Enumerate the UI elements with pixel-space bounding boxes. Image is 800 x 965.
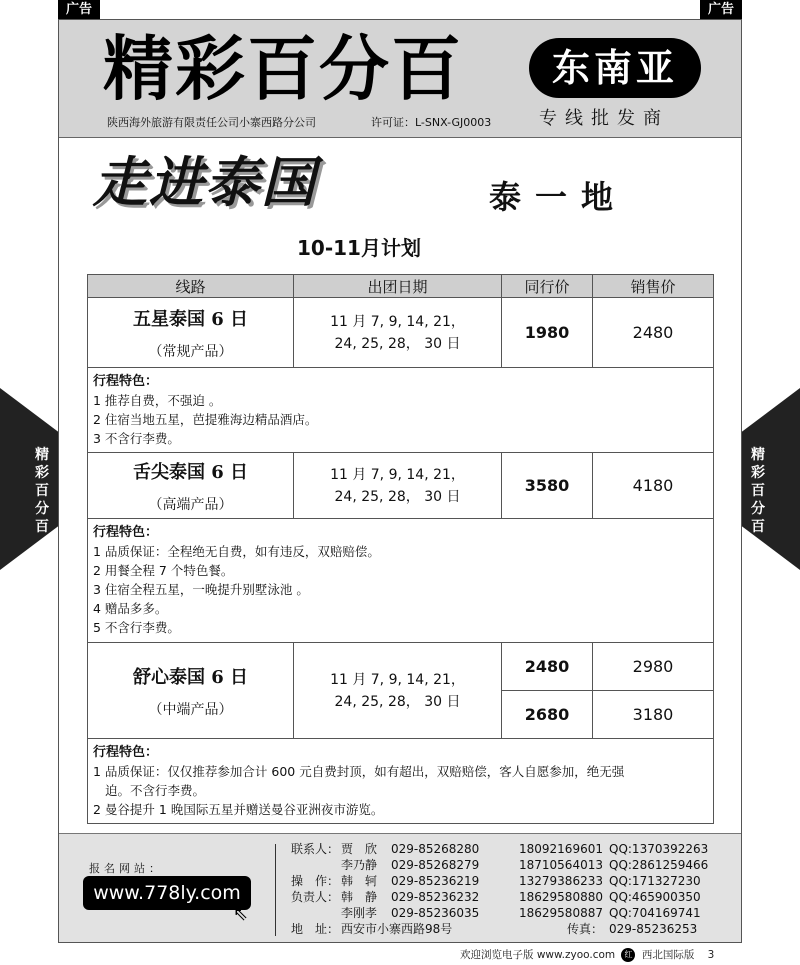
cursor-icon: ⇖ xyxy=(233,904,249,925)
header-retail-price: 销售价 xyxy=(593,275,714,298)
divider xyxy=(275,844,276,936)
region-badge: 东南亚 xyxy=(529,38,701,98)
contact-qq: QQ:704169741 xyxy=(609,906,701,920)
side-char: 精 xyxy=(751,447,765,463)
ad-frame xyxy=(58,19,742,943)
contact-name: 韩 静 xyxy=(341,890,378,904)
contact-mobile: 18629580880 xyxy=(519,890,603,904)
contact-phone: 029-85236232 xyxy=(391,890,480,904)
contact-phone: 029-85268280 xyxy=(391,842,480,856)
peer-price: 2680 xyxy=(502,691,593,739)
contact-label: 负责人： xyxy=(291,890,340,904)
website-link[interactable]: www.778ly.com xyxy=(83,876,251,910)
feature-item: 1 品质保证：全程绝无自费，如有违反，双赔赔偿。 xyxy=(93,544,380,559)
dates-cell xyxy=(294,453,502,519)
features-row xyxy=(88,368,714,453)
table-row xyxy=(88,298,714,368)
feature-item: 2 曼谷提升 1 晚国际五星并赠送曼谷亚洲夜市游览。 xyxy=(93,802,384,817)
contact-mobile: 18092169601 xyxy=(519,842,603,856)
side-char: 精 xyxy=(35,447,49,463)
contact-phone: 029-85236219 xyxy=(391,874,480,888)
contact-name: 李刚孝 xyxy=(341,906,378,920)
retail-price: 2980 xyxy=(593,643,714,691)
contact-label: 操 作： xyxy=(291,874,340,888)
contact-name: 李乃静 xyxy=(341,858,378,872)
route-type: （常规产品） xyxy=(148,343,233,360)
dates-line: 11 月 7, 9, 14, 21， xyxy=(330,313,465,330)
retail-price: 2480 xyxy=(593,298,714,368)
company-name: 陕西海外旅游有限责任公司小寨西路分公司 xyxy=(107,116,316,129)
header xyxy=(59,20,741,138)
header-route: 线路 xyxy=(88,275,294,298)
dates-line: 24, 25, 28， 30 日 xyxy=(334,488,461,505)
contact-name: 贾 欣 xyxy=(341,842,378,856)
route-cell xyxy=(88,298,294,368)
route-name: 舌尖泰国 6 日 xyxy=(132,461,249,483)
feature-item: 3 不含行李费。 xyxy=(93,431,180,446)
dates-cell xyxy=(294,298,502,368)
side-char: 百 xyxy=(35,483,49,499)
feature-item: 1 品质保证：仅仅推荐参加合计 600 元自费封顶，如有超出，双赔赔偿，客人自愿参加，绝无强 xyxy=(93,764,625,779)
dates-cell xyxy=(294,643,502,739)
peer-price: 3580 xyxy=(502,453,593,519)
header-peer-price: 同行价 xyxy=(502,275,593,298)
side-text-left xyxy=(30,446,54,536)
contact-panel xyxy=(59,833,741,942)
features-heading: 行程特色： xyxy=(93,745,159,760)
contact-phone: 029-85268279 xyxy=(391,858,480,872)
features-cell xyxy=(88,739,714,824)
ad-tag-right: 广告 xyxy=(700,0,742,19)
side-char: 分 xyxy=(751,501,765,517)
side-text-right xyxy=(746,446,770,536)
features-heading: 行程特色： xyxy=(93,525,159,540)
wholesale-label: 专线批发商 xyxy=(539,108,669,129)
feature-item: 3 住宿全程五星，一晚提升别墅泳池 。 xyxy=(93,582,309,597)
side-char: 分 xyxy=(35,501,49,517)
dates-line: 24, 25, 28， 30 日 xyxy=(334,693,461,710)
address: 西安市小寨西路98号 xyxy=(341,922,453,936)
side-char: 彩 xyxy=(35,465,49,481)
feature-item: 1 推荐自费，不强迫 。 xyxy=(93,393,222,408)
route-type: （高端产品） xyxy=(148,496,233,513)
contact-phone: 029-85236035 xyxy=(391,906,480,920)
license-number: 许可证：L-SNX-GJ0003 xyxy=(371,116,492,129)
table-row xyxy=(88,453,714,519)
footer-text: 欢迎浏览电子版 www.zyoo.com xyxy=(460,949,616,961)
table-header-row xyxy=(88,275,714,298)
features-heading: 行程特色： xyxy=(93,374,159,389)
contact-qq: QQ:1370392263 xyxy=(609,842,709,856)
header-dates: 出团日期 xyxy=(294,275,502,298)
route-table xyxy=(87,274,714,824)
site-label: 报名网站： xyxy=(89,862,164,875)
contact-qq: QQ:465900350 xyxy=(609,890,701,904)
page-number: 3 xyxy=(707,949,715,961)
footer-edition: 西北国际版 xyxy=(641,949,695,961)
route-cell xyxy=(88,453,294,519)
feature-item: 迫。不含行李费。 xyxy=(105,783,206,798)
contact-qq: QQ:2861259466 xyxy=(609,858,709,872)
dates-line: 11 月 7, 9, 14, 21， xyxy=(330,466,465,483)
table-row xyxy=(88,643,714,691)
side-char: 百 xyxy=(751,483,765,499)
features-cell xyxy=(88,368,714,453)
address-label: 地 址： xyxy=(291,922,340,936)
contact-mobile: 13279386233 xyxy=(519,874,603,888)
main-title: 走进泰国 xyxy=(93,150,317,214)
peer-price: 2480 xyxy=(502,643,593,691)
feature-item: 2 住宿当地五星，芭提雅海边精品酒店。 xyxy=(93,412,318,427)
contact-mobile: 18710564013 xyxy=(519,858,603,872)
route-type: （中端产品） xyxy=(148,701,233,718)
features-row xyxy=(88,739,714,824)
footer-circle-mark: 红 xyxy=(621,948,635,962)
fax-label: 传真： xyxy=(567,922,604,936)
sub-title: 泰一地 xyxy=(489,178,628,216)
contact-mobile: 18629580887 xyxy=(519,906,603,920)
page-footer xyxy=(460,947,714,962)
route-name: 五星泰国 6 日 xyxy=(132,308,249,330)
side-char: 百 xyxy=(751,519,765,535)
ad-tag-left: 广告 xyxy=(58,0,100,19)
features-row xyxy=(88,519,714,643)
feature-item: 4 赠品多多。 xyxy=(93,601,168,616)
peer-price: 1980 xyxy=(502,298,593,368)
feature-item: 5 不含行李费。 xyxy=(93,620,180,635)
plan-title: 10-11月计划 xyxy=(297,236,421,260)
contact-name: 韩 轲 xyxy=(341,874,378,888)
side-char: 彩 xyxy=(751,465,765,481)
brand-logo: 精彩百分百 xyxy=(103,28,463,110)
retail-price: 3180 xyxy=(593,691,714,739)
route-cell xyxy=(88,643,294,739)
feature-item: 2 用餐全程 7 个特色餐。 xyxy=(93,563,234,578)
side-char: 百 xyxy=(35,519,49,535)
dates-line: 11 月 7, 9, 14, 21， xyxy=(330,671,465,688)
fax-number: 029-85236253 xyxy=(609,922,698,936)
route-name: 舒心泰国 6 日 xyxy=(132,666,249,688)
dates-line: 24, 25, 28， 30 日 xyxy=(334,335,461,352)
contact-label: 联系人： xyxy=(291,842,340,856)
contact-qq: QQ:171327230 xyxy=(609,874,701,888)
retail-price: 4180 xyxy=(593,453,714,519)
features-cell xyxy=(88,519,714,643)
